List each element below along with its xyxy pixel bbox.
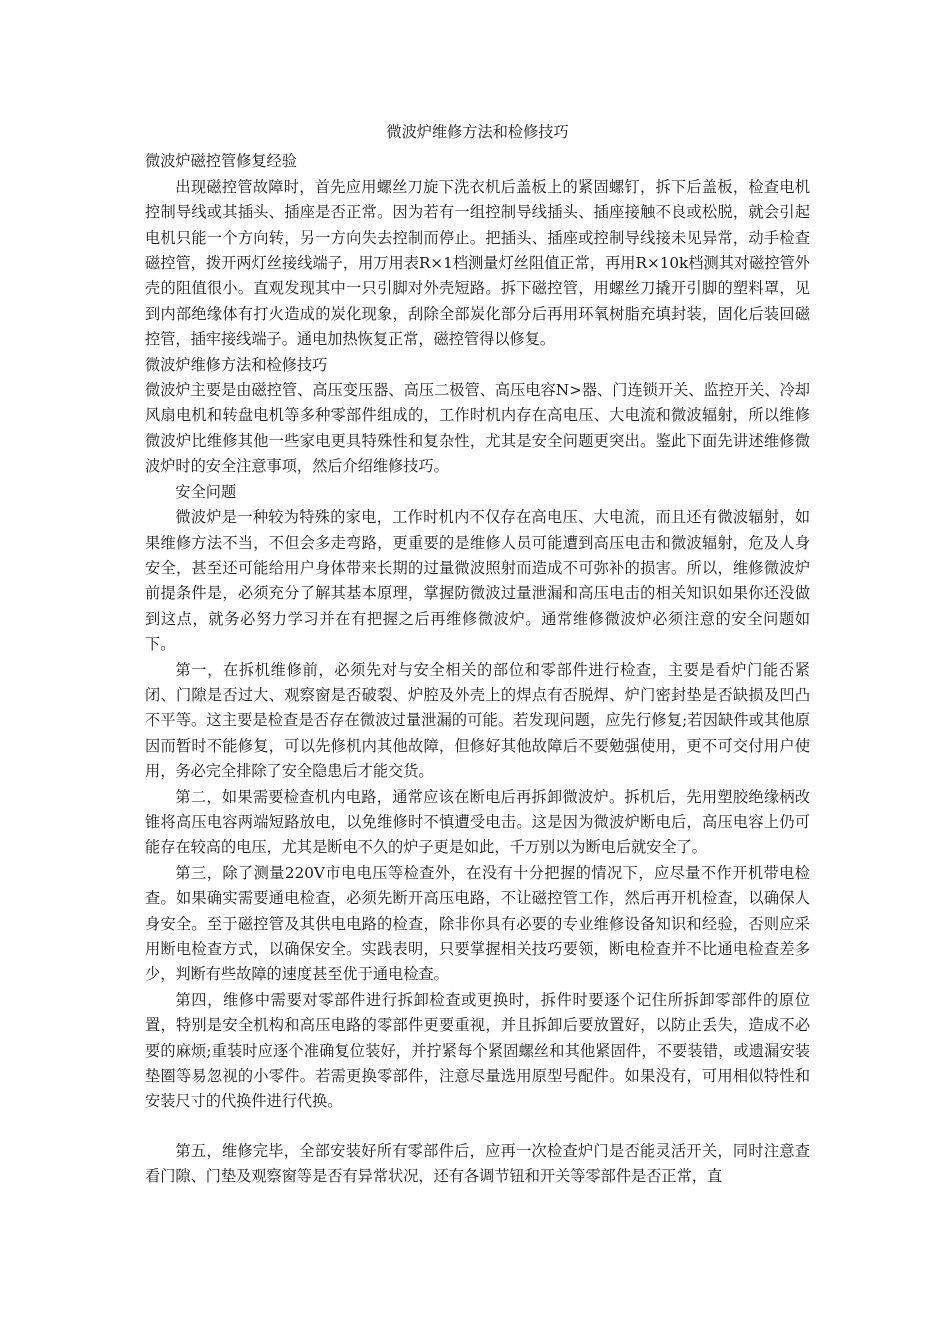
document-title: 微波炉维修方法和检修技巧 bbox=[386, 123, 569, 141]
section-heading-repair-methods: 微波炉维修方法和检修技巧 bbox=[145, 355, 328, 374]
blank-line bbox=[145, 1115, 810, 1139]
paragraph-third: 第三，除了测量220V市电电压等检查外，在没有十分把握的情况下，应尽量不作开机带电检查。如果确实需要通电检查，必须先断开高压电路，不让磁控管工作，然后再开机检查，以确保人身安全。至于磁控管及其供电电路的检查，除非你具有必要的专业维修设备知识和经验，否则应采用断电检查方式，以确保安全。实践表明，只要掌握相关技巧要领，断电检查并不比通电检查差多少，判断有些故障的速度甚至优于通电检查。 bbox=[145, 863, 810, 984]
paragraph-magnetron-repair: 出现磁控管故障时，首先应用螺丝刀旋下洗衣机后盖板上的紧固螺钉，拆下后盖板，检查电机控制导线或其插头、插座是否正常。因为若有一组控制导线插头、插座接触不良或松脱，就会引起电机只能一个方向转，另一方向失去控制而停止。把插头、插座或控制导线接未见异常，动手检查磁控管，拨开两灯丝接线端子，用万用表R×1档测量灯丝阻值正常，再用R×10k档测其对磁控管外壳的阻值很小。直观发现其中一只引脚对外壳短路。拆下磁控管，用螺丝刀撬开引脚的塑料罩，见到内部绝缘体有打火造成的炭化现象，刮除全部炭化部分后再用环氧树脂充填封装，固化后装回磁控管，插牢接线端子。通电加热恢复正常，磁控管得以修复。 bbox=[145, 177, 810, 349]
document-page bbox=[145, 120, 810, 1190]
paragraph-fifth: 第五，维修完毕，全部安装好所有零部件后，应再一次检查炉门是否能灵活开关，同时注意查看门隙、门垫及观察窗等是否有异常状况，还有各调节钮和开关等零部件是否正常，直 bbox=[145, 1141, 810, 1186]
paragraph-intro: 微波炉主要是由磁控管、高压变压器、高压二极管、高压电容N>器、门连锁开关、监控开关、冷却风扇电机和转盘电机等多种零部件组成的，工作时机内存在高电压、大电流和微波辐射，所以维修微波炉比维修其他一些家电更具特殊性和复杂性，尤其是安全问题更突出。鉴此下面先讲述维修微波炉时的安全注意事项，然后介绍维修技巧。 bbox=[145, 381, 810, 476]
paragraph-second: 第二，如果需要检查机内电路，通常应该在断电后再拆卸微波炉。拆机后，先用塑胶绝缘柄改锥将高压电容两端短路放电，以免维修时不慎遭受电击。这是因为微波炉断电后，高压电容上仍可能存在较高的电压，尤其是断电不久的炉子更是如此，千万别以为断电后就安全了。 bbox=[145, 787, 810, 857]
paragraph-first: 第一，在拆机维修前，必须先对与安全相关的部位和零部件进行检查，主要是看炉门能否紧闭、门隙是否过大、观察窗是否破裂、炉腔及外壳上的焊点有否脱焊、炉门密封垫是否缺损及凹凸不平等。这主要是检查是否存在微波过量泄漏的可能。若发现问题，应先行修复;若因缺件或其他原因而暂时不能修复，可以先修机内其他故障，但修好其他故障后不要勉强使用，更不可交付用户使用，务必完全排除了安全隐患后才能交货。 bbox=[145, 660, 810, 781]
subheading-safety: 安全问题 bbox=[175, 482, 237, 501]
section-heading-magnetron-repair: 微波炉磁控管修复经验 bbox=[145, 152, 297, 171]
paragraph-fourth: 第四，维修中需要对零部件进行拆卸检查或更换时，拆件时要逐个记住所拆卸零部件的原位置，特别是安全机构和高压电路的零部件更要重视，并且拆卸后要放置好，以防止丢失，造成不必要的麻烦;重装时应逐个准确复位装好，并拧紧每个紧固螺丝和其他紧固件，不要装错，或遗漏安装垫圈等易忽视的小零件。若需更换零部件，注意尽量选用原型号配件。如果没有，可用相似特性和安装尺寸的代换件进行代换。 bbox=[145, 990, 810, 1111]
paragraph-safety-overview: 微波炉是一种较为特殊的家电，工作时机内不仅存在高电压、大电流，而且还有微波辐射，如果维修方法不当，不但会多走弯路，更重要的是维修人员可能遭到高压电击和微波辐射，危及人身安全，甚至还可能给用户身体带来长期的过量微波照射而造成不可弥补的损害。所以，维修微波炉前提条件是，必须充分了解其基本原理，掌握防微波过量泄漏和高压电击的相关知识如果你还没做到这点，就务必努力学习并在有把握之后再维修微波炉。通常维修微波炉必须注意的安全问题如下。 bbox=[145, 508, 810, 654]
